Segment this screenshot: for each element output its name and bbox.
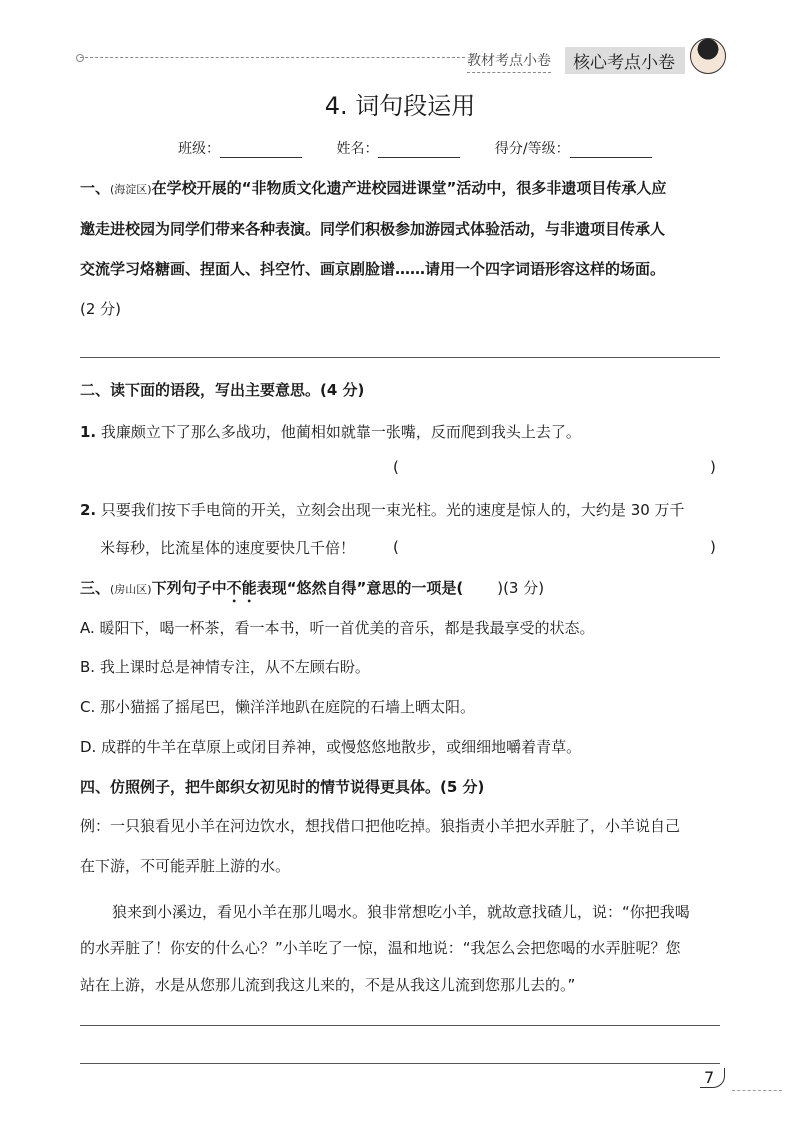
q4-example-line-1: 例：一只狼看见小羊在河边饮水，想找借口把他吃掉。狼指责小羊把水弄脏了，小羊说自己 — [80, 817, 681, 835]
q4-heading: 四、仿照例子，把牛郎织女初见时的情节说得更具体。(5 分) — [80, 778, 485, 796]
header-circle — [76, 54, 84, 62]
header-dashed-line — [80, 57, 465, 58]
q2-item-2-line-2: 米每秒，比流星体的速度要快几千倍！ — [100, 539, 356, 557]
q1-region: (海淀区) — [110, 183, 152, 196]
q3-text-before: 下列句子中 — [151, 579, 227, 597]
q3-option-c: C. 那小猫摇了摇尾巴，懒洋洋地趴在庭院的石墙上晒太阳。 — [80, 698, 476, 716]
q4-answer-line-1[interactable] — [80, 1025, 720, 1026]
q2-item-2-paren-close: ) — [710, 538, 716, 556]
q1-answer-line[interactable] — [80, 357, 720, 358]
q2-item-2-text: 只要我们按下手电筒的开关，立刻会出现一束光柱。光的速度是惊人的，大约是 30 万千 — [100, 501, 685, 519]
q2-item-1 — [80, 422, 581, 442]
q4-para-line-3: 站在上游，水是从您那儿流到我这儿来的，不是从我这儿流到您那儿去的。” — [80, 976, 576, 994]
q4-answer-line-2[interactable] — [80, 1063, 720, 1064]
q3-heading — [80, 578, 544, 606]
score-label: 得分/等级： — [494, 141, 570, 157]
page-title: 4. 词句段运用 — [324, 92, 476, 120]
mascot-boy-icon — [690, 38, 726, 74]
q3-region: (房山区) — [110, 583, 152, 596]
q3-text-after: 表现“悠然自得”意思的一项是( — [256, 579, 464, 597]
name-label: 姓名： — [336, 141, 379, 157]
q1-line-2: 邀走进校园为同学们带来各种表演。同学们积极参加游园式体验活动，与非遗项目传承人 — [80, 220, 666, 238]
q3-number: 三、 — [80, 579, 111, 597]
q4-example-line-2: 在下游，不可能弄脏上游的水。 — [80, 857, 291, 875]
q4-para-line-2: 的水弄脏了！你安的什么心？”小羊吃了一惊，温和地说：“我怎么会把您喝的水弄脏呢？您 — [80, 939, 681, 957]
score-field[interactable] — [570, 143, 652, 158]
q2-item-2-number: 2. — [80, 501, 97, 519]
class-field[interactable] — [220, 143, 302, 158]
q4-para-line-1: 狼来到小溪边，看见小羊在那儿喝水。狼非常想吃小羊，就故意找碴儿，说：“你把我喝 — [112, 903, 690, 921]
q1-line-3: 交流学习烙糖画、捏面人、抖空竹、画京剧脸谱……请用一个四字词语形容这样的场面。 — [80, 260, 666, 278]
q2-heading: 二、读下面的语段，写出主要意思。(4 分) — [80, 381, 365, 399]
q1-text: 在学校开展的“非物质文化遗产进校园进课堂”活动中，很多非遗项目传承人应 — [151, 179, 667, 197]
q1-line-1 — [80, 178, 666, 200]
q3-option-a: A. 暖阳下，喝一杯茶，看一本书，听一首优美的音乐，都是我最享受的状态。 — [80, 619, 595, 637]
class-label: 班级： — [178, 141, 220, 157]
q3-option-d: D. 成群的牛羊在草原上或闭目养神，或慢悠悠地散步，或细细地嚼着青草。 — [80, 738, 582, 756]
q3-option-b: B. 我上课时总是神情专注，从不左顾右盼。 — [80, 658, 370, 676]
q1-score: (2 分) — [80, 300, 122, 318]
footer-dashed-line — [732, 1090, 782, 1091]
name-field[interactable] — [378, 143, 460, 158]
q3-score: )(3 分) — [497, 579, 545, 597]
page-number: 7 — [700, 1068, 725, 1088]
q3-emphasis: 不能 — [226, 579, 257, 597]
q1-number: 一、 — [80, 179, 111, 197]
q2-item-1-number: 1. — [80, 423, 97, 441]
q2-item-1-text: 我廉颇立下了那么多战功，他蔺相如就靠一张嘴，反而爬到我头上去了。 — [100, 423, 581, 441]
q2-item-2-paren-open: ( — [393, 538, 399, 556]
q2-item-1-paren-close: ) — [710, 458, 716, 476]
series-small-label: 教材考点小卷 — [467, 50, 551, 73]
student-info — [178, 138, 682, 158]
q2-item-2 — [80, 500, 685, 520]
series-main-label: 核心考点小卷 — [565, 47, 685, 74]
q2-item-1-paren-open: ( — [393, 458, 399, 476]
